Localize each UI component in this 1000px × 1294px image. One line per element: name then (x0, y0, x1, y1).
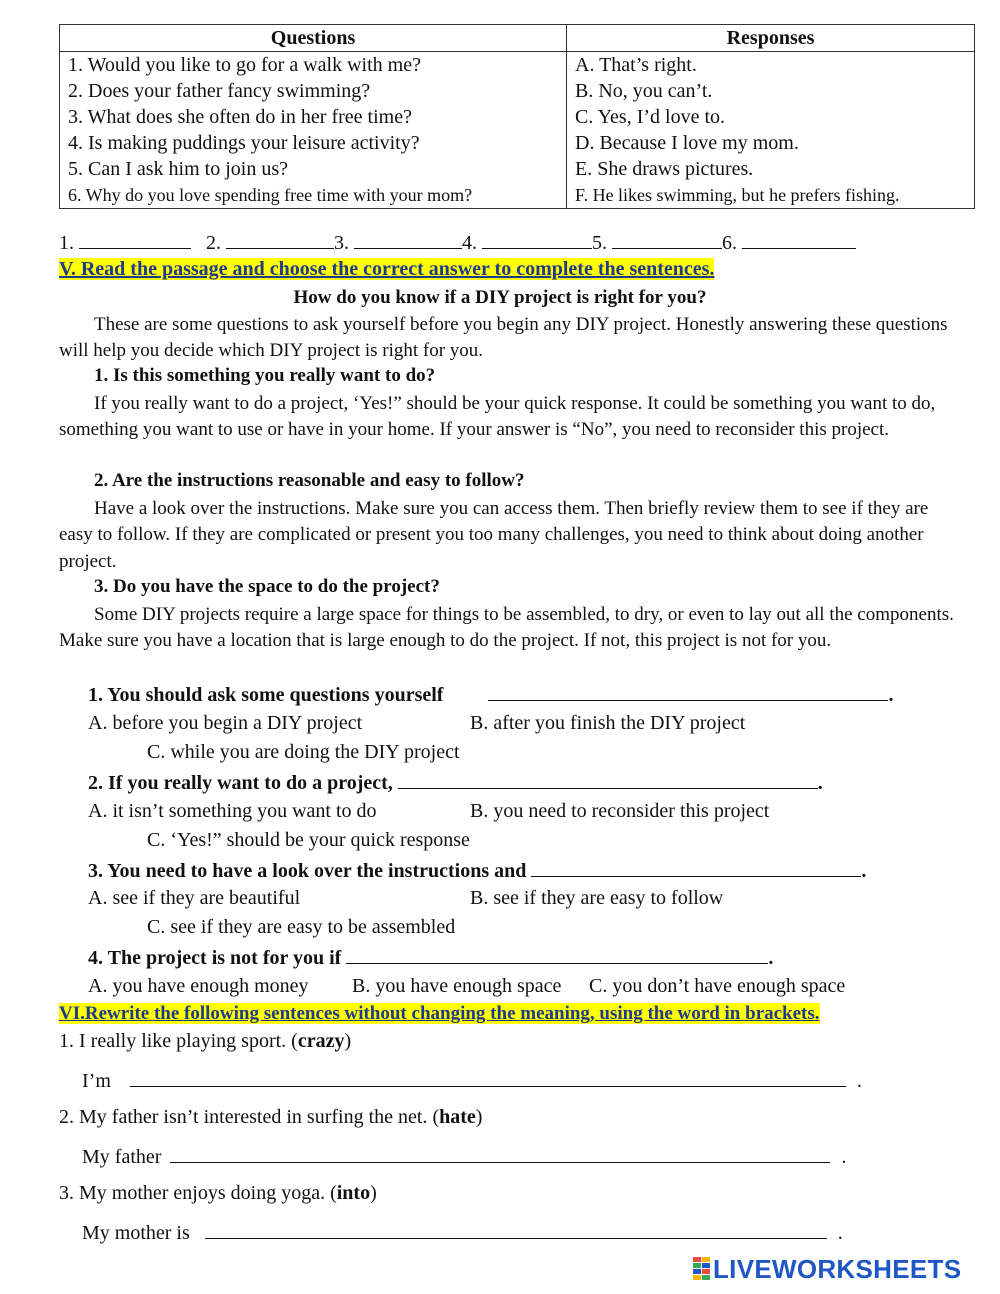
table-row (60, 104, 975, 130)
question-cell: 4. Is making puddings your leisure activity? (60, 130, 567, 156)
table-row (60, 52, 975, 79)
question-cell: 2. Does your father fancy swimming? (60, 78, 567, 104)
response-cell: B. No, you can’t. (567, 78, 975, 104)
table-row (60, 182, 975, 209)
section-6-heading (59, 1003, 820, 1025)
passage-q1-heading: 1. Is this something you really want to do? (94, 365, 436, 386)
mcq-1-option-a[interactable]: A. before you begin a DIY project (88, 712, 363, 734)
matching-answer-row (59, 230, 856, 255)
question-cell: 1. Would you like to go for a walk with me? (60, 52, 567, 79)
passage-q3-text (59, 602, 959, 655)
rewrite-bracket: ) (344, 1030, 352, 1052)
rewrite-3-answer-line: My mother is . (82, 1222, 843, 1244)
answer-blank-6[interactable] (742, 230, 856, 249)
responses-header: Responses (567, 25, 975, 52)
response-cell: E. She draws pictures. (567, 156, 975, 182)
response-cell: F. He likes swimming, but he prefers fishing. (567, 182, 975, 209)
rewrite-start-text: I’m (82, 1070, 111, 1092)
liveworksheets-logo[interactable] (693, 1255, 993, 1283)
mcq-1-option-c[interactable]: C. while you are doing the DIY project (147, 741, 460, 763)
rewrite-sentence-text: 1. I really like playing sport. ( (59, 1030, 298, 1052)
rewrite-keyword: hate (439, 1106, 476, 1128)
rewrite-bracket: ) (370, 1182, 377, 1204)
answer-label: 3. (334, 232, 349, 254)
table-row (60, 130, 975, 156)
rewrite-1-sentence (59, 1030, 351, 1053)
mcq-stem-text: 2. If you really want to do a project, (88, 772, 393, 794)
answer-label: 2. (206, 232, 221, 254)
mcq-3-option-a[interactable]: A. see if they are beautiful (88, 887, 301, 909)
passage-q3-heading: 3. Do you have the space to do the project? (94, 576, 440, 597)
section-5-heading-text: V. Read the passage and choose the correct answer to complete the sentences. (59, 258, 715, 280)
passage-intro-text: These are some questions to ask yourself before you begin any DIY project. Honestly answering these questions will help you decide which DIY project is right for you. (59, 314, 948, 362)
mcq-2-option-b[interactable]: B. you need to reconsider this project (470, 800, 770, 822)
passage-q3-body: Some DIY projects require a large space for things to be assembled, to dry, or even to lay out all the components. Make sure you have a location that is large enough to do the project. If not, this project is not for you. (59, 604, 954, 652)
mcq-4-blank[interactable] (346, 945, 768, 964)
passage-title: How do you know if a DIY project is right for you? (293, 287, 707, 308)
rewrite-3-sentence (59, 1182, 377, 1205)
mcq-stem-text: 3. You need to have a look over the instructions and (88, 860, 527, 882)
rewrite-keyword: crazy (297, 1030, 345, 1052)
table-row (60, 156, 975, 182)
rewrite-1-answer-line: I’m . (82, 1070, 862, 1092)
section-5-heading (59, 258, 714, 281)
mcq-stem-text: 1. You should ask some questions yourself (88, 684, 444, 706)
mcq-3-blank[interactable] (531, 858, 861, 877)
passage-q2-text (59, 496, 959, 575)
mcq-4-option-c[interactable]: C. you don’t have enough space (589, 975, 846, 997)
rewrite-sentence-text: 3. My mother enjoys doing yoga. ( (59, 1182, 337, 1204)
rewrite-2-blank[interactable] (170, 1144, 830, 1163)
answer-label: 5. (592, 232, 607, 254)
answer-blank-2[interactable] (226, 230, 334, 249)
answer-label: 1. (59, 232, 74, 254)
answer-label: 6. (722, 232, 737, 254)
answer-blank-4[interactable] (482, 230, 592, 249)
answer-blank-3[interactable] (354, 230, 462, 249)
question-cell: 3. What does she often do in her free time? (60, 104, 567, 130)
response-cell: D. Because I love my mom. (567, 130, 975, 156)
rewrite-2-answer-line: My father . (82, 1146, 847, 1168)
mcq-1-blank[interactable] (488, 682, 888, 701)
question-cell: 6. Why do you love spending free time with your mom? (60, 182, 567, 209)
passage-q1-body: If you really want to do a project, ‘Yes!” should be your quick response. It could be something you want to do, something you want to use or have in your home. If your answer is “No”, you need to reconsider this project. (59, 393, 936, 441)
answer-blank-1[interactable] (79, 230, 191, 249)
questions-header: Questions (60, 25, 567, 52)
mcq-stem-text: 4. The project is not for you if (88, 947, 342, 969)
mcq-4-option-b[interactable]: B. you have enough space (352, 975, 562, 997)
response-cell: C. Yes, I’d love to. (567, 104, 975, 130)
passage-intro (59, 312, 959, 365)
answer-blank-5[interactable] (612, 230, 722, 249)
mcq-2-blank[interactable] (398, 770, 818, 789)
passage-q2-heading: 2. Are the instructions reasonable and easy to follow? (94, 470, 525, 491)
rewrite-2-sentence (59, 1106, 482, 1129)
rewrite-3-blank[interactable] (205, 1220, 827, 1239)
mcq-2-option-a[interactable]: A. it isn’t something you want to do (88, 800, 377, 822)
rewrite-start-text: My mother is (82, 1222, 190, 1244)
answer-label: 4. (462, 232, 477, 254)
mcq-3-option-c[interactable]: C. see if they are easy to be assembled (147, 916, 456, 938)
response-cell: A. That’s right. (567, 52, 975, 79)
logo-blocks-icon (693, 1257, 711, 1281)
mcq-4-option-a[interactable]: A. you have enough money (88, 975, 309, 997)
mcq-2-option-c[interactable]: C. ‘Yes!” should be your quick response (147, 829, 470, 851)
rewrite-sentence-text: 2. My father isn’t interested in surfing the net. ( (59, 1106, 440, 1128)
rewrite-1-blank[interactable] (130, 1068, 846, 1087)
mcq-4-stem: 4. The project is not for you if . (88, 947, 774, 969)
table-header-row (60, 25, 975, 52)
rewrite-keyword: into (336, 1182, 371, 1204)
mcq-1-option-b[interactable]: B. after you finish the DIY project (470, 712, 746, 734)
passage-q2-body: Have a look over the instructions. Make sure you can access them. Then briefly review them to see if they are easy to follow. If they are complicated or present you too many challenges, you need to think about doing another project. (59, 498, 929, 572)
table-row (60, 78, 975, 104)
mcq-3-stem: 3. You need to have a look over the instructions and . (88, 860, 867, 882)
mcq-3-option-b[interactable]: B. see if they are easy to follow (470, 887, 724, 909)
mcq-1-stem: 1. You should ask some questions yourself . (88, 684, 894, 706)
rewrite-start-text: My father (82, 1146, 162, 1168)
passage-q1-text (59, 391, 959, 444)
section-6-heading-text: VI.Rewrite the following sentences without changing the meaning, using the word in brackets. (59, 1003, 820, 1024)
question-cell: 5. Can I ask him to join us? (60, 156, 567, 182)
matching-table (59, 24, 975, 209)
mcq-2-stem: 2. If you really want to do a project, . (88, 772, 823, 794)
logo-text: LIVEWORKSHEETS (713, 1254, 962, 1284)
rewrite-bracket: ) (475, 1106, 483, 1128)
